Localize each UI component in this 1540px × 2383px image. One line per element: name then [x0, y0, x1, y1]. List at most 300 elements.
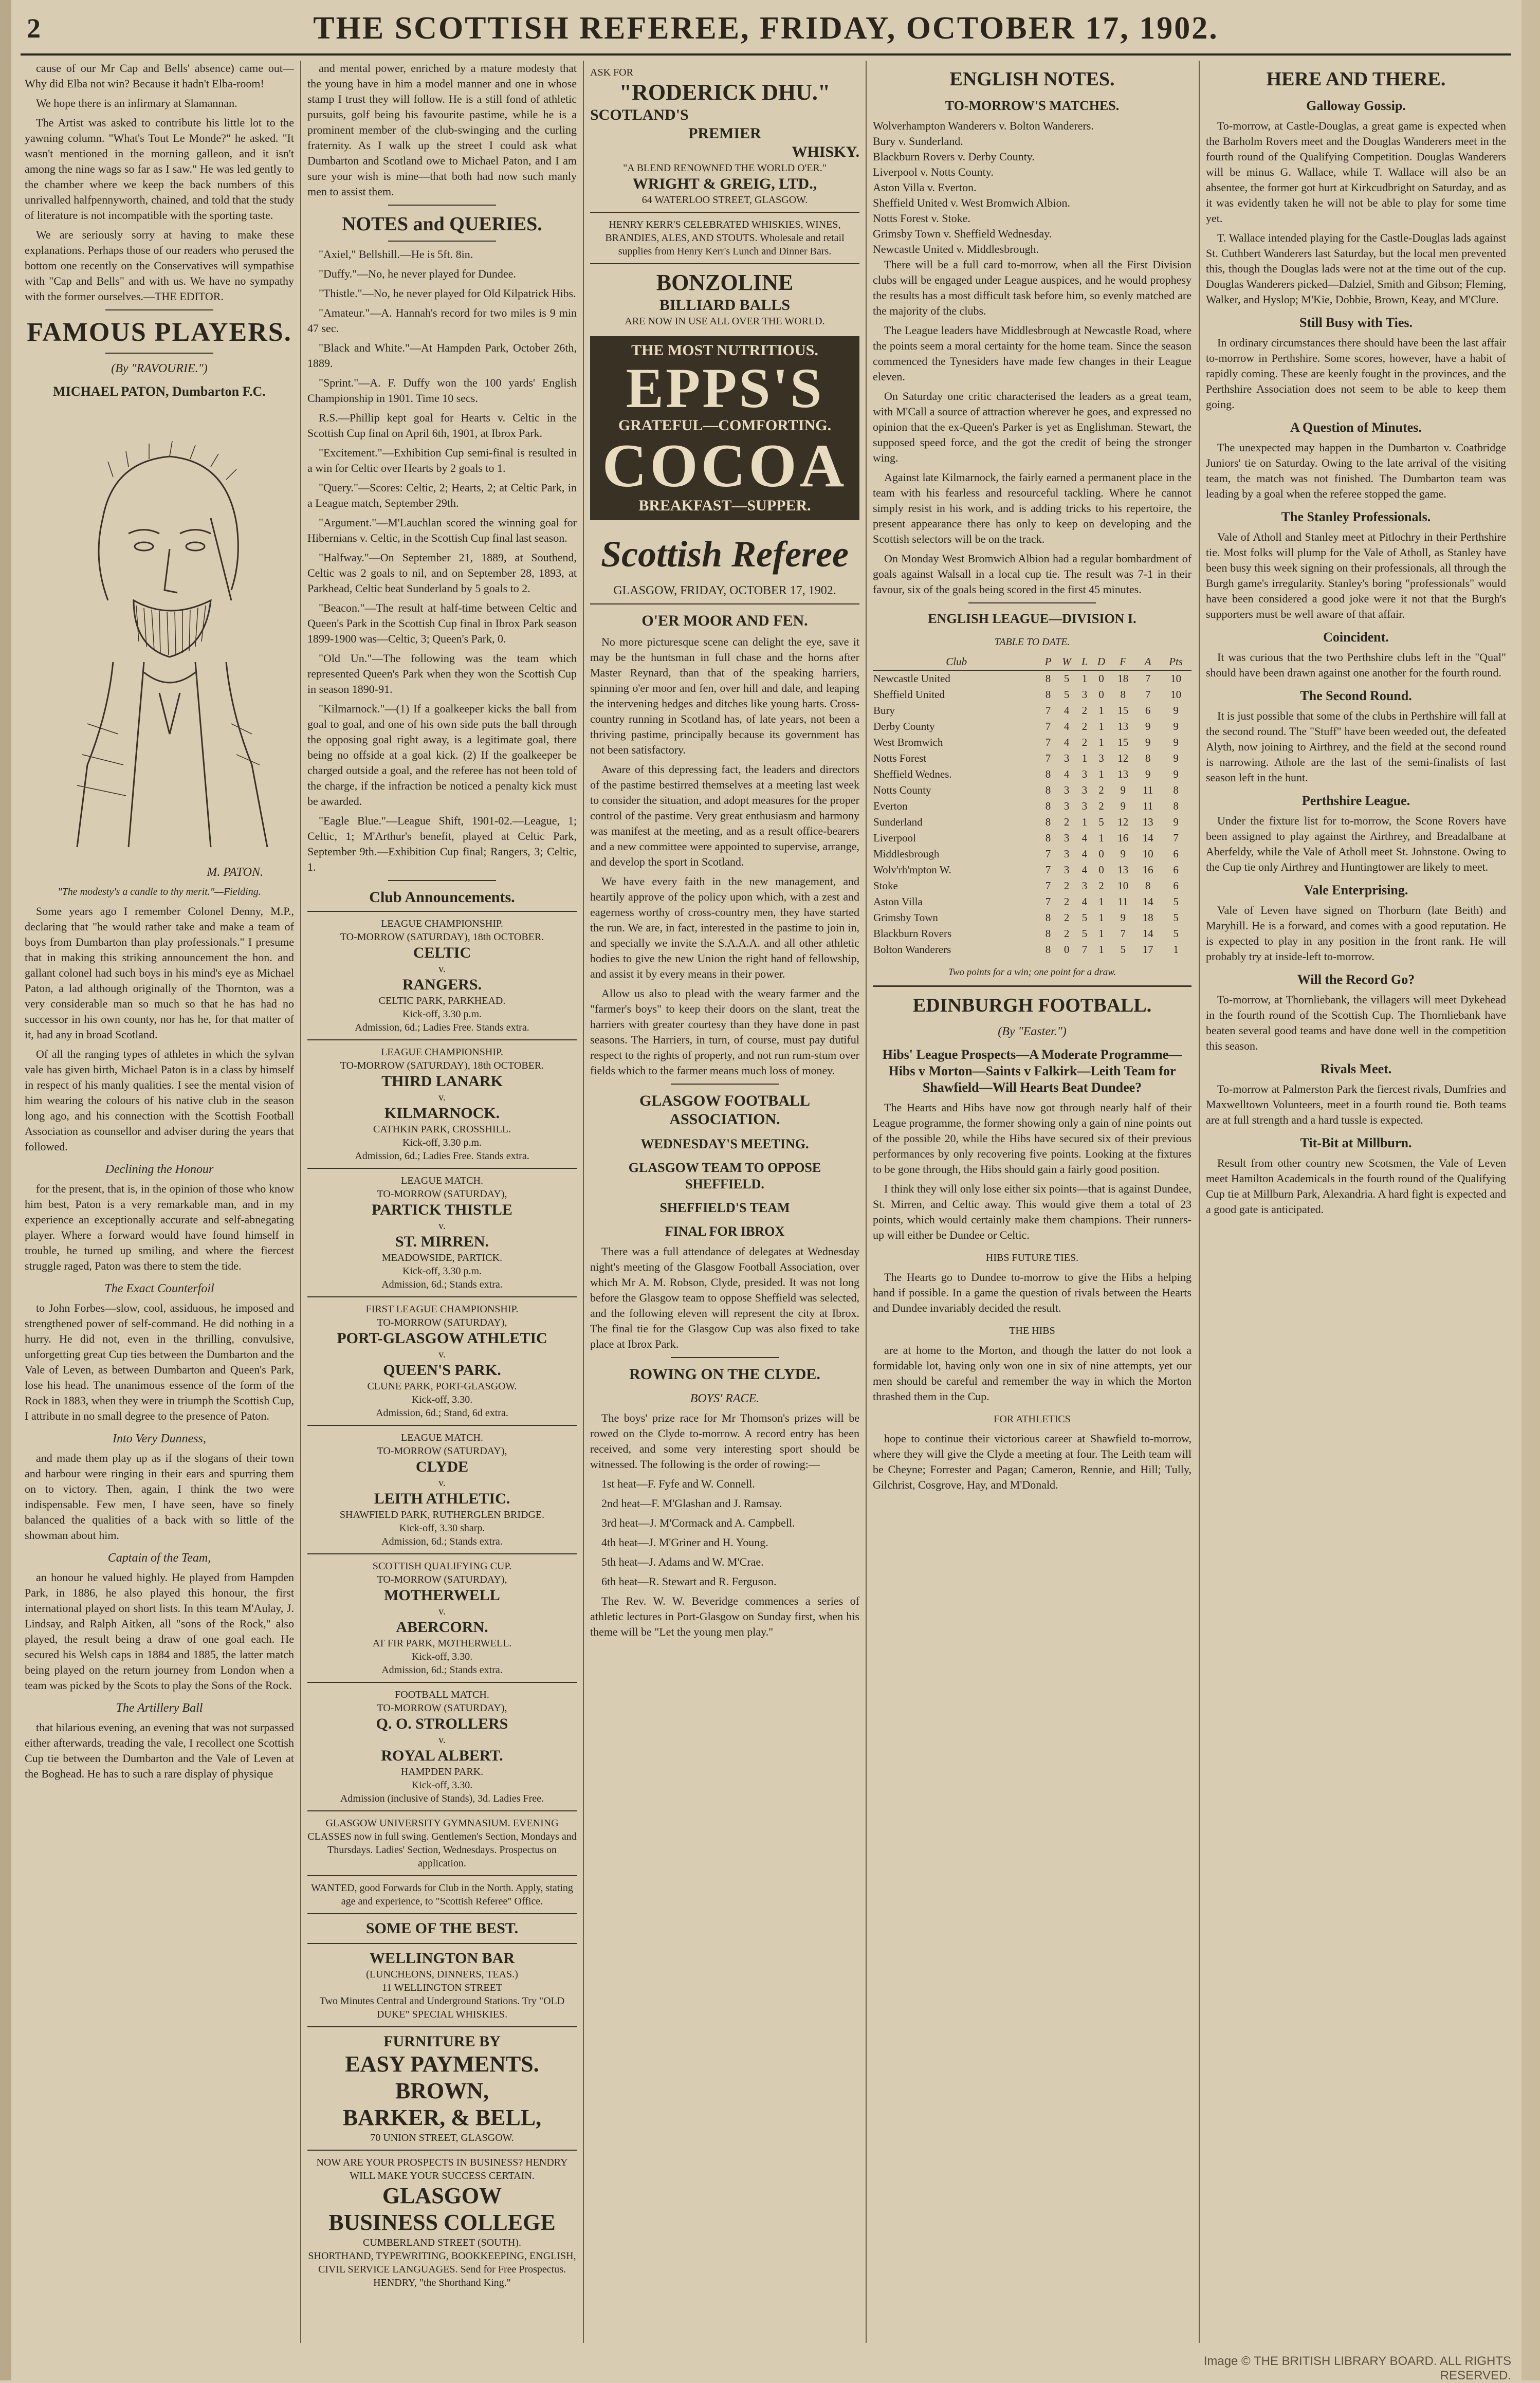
club-name: Blackburn Rovers: [873, 927, 952, 940]
fixture-admission: Admission, 6d.; Ladies Free. Stands extra.: [355, 1150, 529, 1162]
table-header-cell: Club: [873, 654, 1040, 670]
fixture-kickoff: Kick-off, 3.30 p.m.: [402, 1266, 482, 1277]
table-cell: 1: [1081, 672, 1088, 685]
article-text: On Monday West Bromwich Albion had a regular bombardment of goals against Walsall in a local cup tie. The result was 7-1 in their favour, six of the goals being scored in the first 45 minutes.: [873, 552, 1191, 596]
furniture-line: EASY PAYMENTS.: [345, 2051, 539, 2077]
table-cell: 1: [1098, 704, 1104, 717]
fixture-admission: Admission, 6d.; Stands extra.: [381, 1536, 503, 1547]
ask-for: ASK FOR: [590, 67, 633, 78]
table-cell: 6: [1173, 864, 1179, 876]
query-answer: "Beacon."—The result at half-time between Celtic and Queen's Park in the Scottish Cup final in Ibrox Park season 1899-1900 was—Celtic, 3; Queen's Park, 0.: [307, 601, 577, 645]
table-cell: 7: [1145, 688, 1151, 701]
table-cell: 9: [1173, 752, 1179, 764]
table-cell: 2: [1064, 911, 1070, 924]
bonzoline-tagline: ARE NOW IN USE ALL OVER THE WORLD.: [625, 316, 825, 327]
paper-nameplate: Scottish Referee: [601, 534, 849, 575]
table-header-cell: P: [1040, 654, 1056, 670]
table-cell: 11: [1117, 895, 1128, 908]
copyright-footer: Image © THE BRITISH LIBRARY BOARD. ALL RIGHTS RESERVED.: [1203, 2354, 1511, 2382]
article-text: to John Forbes—slow, cool, assiduous, he imposed and strengthened power of self-command. He did nothing in a hurry. He did not, even in the thrilling, convulsive, unforgetting great Cup ties between the Dumbarton and the Vale of Leven, as between Dumbarton and Queen's Park, lose his head. The unanimous essence of the form of the Rock in 1883, when they were in triumph the Scottish Cup, I attribute in no small degree to the presence of Paton.: [25, 1302, 294, 1422]
table-cell: 8: [1045, 911, 1051, 924]
table-cell: 1: [1173, 943, 1179, 956]
league-table-note: Two points for a win; one point for a draw.: [948, 967, 1116, 978]
here-and-there-title: HERE AND THERE.: [1266, 68, 1446, 90]
table-cell: 7: [1045, 848, 1051, 860]
table-cell: 2: [1064, 927, 1070, 940]
edinburgh-byline: (By "Easter."): [998, 1025, 1067, 1038]
table-cell: 11: [1142, 784, 1153, 796]
league-table-body: [873, 670, 1191, 958]
table-cell: 1: [1098, 720, 1104, 732]
column-rule: [300, 61, 301, 2343]
article-text: hope to continue their victorious career at Shawfield to-morrow, where they will give the Clyde a meeting at four. The Leith team will be Cheyne; Forrester and Pagan; Cameron, Rennie, and Hill; Tully, Gilchrist, Cosgrove, Hay, and M'Donald.: [873, 1432, 1191, 1491]
wellington-title: WELLINGTON BAR: [369, 1950, 515, 1967]
fixture-away-team: QUEEN'S PARK.: [383, 1362, 501, 1379]
bonzoline-ad: [590, 263, 859, 333]
table-cell: 1: [1098, 895, 1104, 908]
table-row: [873, 862, 1191, 878]
fixture-ad: [307, 1553, 577, 1682]
glasgow-sub: SHEFFIELD'S TEAM: [659, 1200, 790, 1215]
section-title: Will the Record Go?: [1297, 972, 1415, 987]
table-cell: 5: [1081, 911, 1088, 924]
club-name: Bury: [873, 704, 895, 717]
furniture-ad: [307, 2026, 577, 2150]
table-cell: 0: [1098, 848, 1104, 860]
article-text: Against late Kilmarnock, the fairly earned a permanent place in the team with his fearless and resourceful tackling. Where he cannot simply resist in his work, and is adding tricks to his repertoire, the present appearance there has only to keep on developing and the Scottish selectors will be on the track.: [873, 471, 1191, 545]
table-cell: 5: [1173, 927, 1179, 940]
article-text: It was curious that the two Perthshire clubs left in the "Qual" should have been drawn against one another for the fourth round.: [1206, 651, 1506, 679]
glasgow-sub: GLASGOW TEAM TO OPPOSE SHEFFIELD.: [628, 1160, 821, 1192]
club-name: Aston Villa: [873, 895, 923, 908]
fixture-versus: v.: [438, 1092, 446, 1103]
rowing-heat: 4th heat—J. M'Griner and H. Young.: [601, 1536, 768, 1549]
matches-list: [873, 118, 1191, 257]
rowing-heat: 2nd heat—F. M'Glashan and J. Ramsay.: [601, 1497, 782, 1510]
section-title: A Question of Minutes.: [1290, 420, 1422, 435]
wright-address: 64 WATERLOO STREET, GLASGOW.: [641, 194, 808, 206]
some-of-the-best: SOME OF THE BEST.: [365, 1920, 519, 1937]
fixture-kickoff: Kick-off, 3.30.: [411, 1780, 473, 1791]
divider: [388, 205, 496, 206]
article-text: and mental power, enriched by a mature modesty that the young have in him a model manner and one in whose stamp I trust they will follow. He is a still fond of athletic pursuits, golf being his favourite pastime, while he is a prominent member of the club-swinging and the curling fraternity. As I walk up the street I could ask what Dumbarton and Scotland owe to Michael Paton, and I am sure your wish is mine—that both had now such manly men to assist them.: [307, 62, 577, 198]
divider: [105, 309, 213, 310]
article-text: are at home to the Morton, and though the latter do not look a formidable lot, having only won one in six of nine attempts, yet our men should be careful and remember the way in which the Morton thrashed them in the Cup.: [873, 1344, 1191, 1403]
club-name: Bolton Wanderers: [873, 943, 951, 956]
table-cell: 4: [1081, 895, 1088, 908]
subheading: The Exact Counterfoil: [104, 1282, 214, 1295]
fixture-date: TO-MORROW (SATURDAY),: [377, 1702, 507, 1714]
edinburgh-title: EDINBURGH FOOTBALL.: [912, 995, 1152, 1016]
table-cell: 1: [1098, 832, 1104, 844]
article-text: I think they will only lose either six points—that is against Dundee, St. Mirren, and Celtic away. This would give them a total of 23 points, which would certainly make them champions. Their runners-up will either be Dundee or Celtic.: [873, 1182, 1191, 1241]
wanted-ad: WANTED, good Forwards for Club in the North. Apply, stating age and experience, to "Scottish Referee" Office.: [307, 1875, 577, 1913]
table-cell: 2: [1064, 816, 1070, 828]
article-text: The Hearts go to Dundee to-morrow to give the Hibs a helping hand if possible. In a game the question of rivals between the Hearts and Dundee invariably decided the result.: [873, 1271, 1191, 1314]
fixture-type: LEAGUE MATCH.: [401, 1432, 483, 1443]
fixture-away-team: ABERCORN.: [396, 1619, 488, 1636]
fixture-ground: MEADOWSIDE, PARTICK.: [381, 1252, 503, 1263]
whisky-line: SCOTLAND'S: [590, 106, 689, 123]
subheading: Into Very Dunness,: [113, 1432, 206, 1445]
article-text: The boys' prize race for Mr Thomson's prizes will be rowed on the Clyde to-morrow. A record entry has been received, and some very interesting sport should be witnessed. The following is the order of rowing:—: [590, 1412, 859, 1471]
table-row: [873, 766, 1191, 782]
whisky-tagline: "A BLEND RENOWNED THE WORLD O'ER.": [623, 162, 827, 174]
section-title: Vale Enterprising.: [1304, 883, 1408, 897]
table-cell: 4: [1064, 736, 1070, 748]
table-cell: 7: [1145, 672, 1151, 685]
portrait-caption: "The modesty's a candle to thy merit."—Fielding.: [58, 886, 261, 897]
page-right-edge: [1521, 0, 1540, 2380]
fixture-date: TO-MORROW (SATURDAY), 18th OCTOBER.: [340, 1060, 544, 1071]
notes-list: [307, 247, 577, 875]
table-cell: 9: [1173, 768, 1179, 780]
table-cell: 7: [1120, 927, 1126, 940]
table-cell: 8: [1045, 800, 1051, 812]
fixture-kickoff: Kick-off, 3.30 p.m.: [402, 1009, 482, 1020]
table-cell: 12: [1117, 752, 1129, 764]
table-cell: 6: [1145, 704, 1151, 717]
table-cell: 6: [1173, 848, 1179, 860]
fixture-type: LEAGUE MATCH.: [401, 1175, 483, 1186]
query-answer: "Kilmarnock."—(1) If a goalkeeper kicks the ball from goal to goal, and one of his own side puts the ball through the opposing goal right away, is a legitimate goal, there being no offside at a goal kick. (2) If the goalkeeper be charged outside a goal, and the referee has not been told of the charge, if the infraction be noticed a penalty kick must be awarded.: [307, 702, 577, 808]
query-answer: "Axiel," Bellshill.—He is 5ft. 8in.: [319, 248, 473, 261]
table-cell: 0: [1064, 943, 1070, 956]
table-row: [873, 926, 1191, 942]
wellington-address: 11 WELLINGTON STREET: [381, 1982, 503, 1993]
table-cell: 8: [1173, 784, 1179, 796]
table-cell: 9: [1173, 736, 1179, 748]
divider: [873, 985, 1191, 987]
fixture-ground: HAMPDEN PARK.: [400, 1766, 484, 1777]
table-row: [873, 687, 1191, 703]
table-cell: 1: [1098, 911, 1104, 924]
table-cell: 7: [1045, 704, 1051, 717]
table-cell: 9: [1120, 911, 1126, 924]
table-cell: 2: [1064, 895, 1070, 908]
table-row: [873, 719, 1191, 735]
article-text: There was a full attendance of delegates at Wednesday night's meeting of the Glasgow Football Association, over which Mr A. M. Robson, Clyde, presided. It was not long before the Glasgow team to oppose Sheffield was selected, and the following eleven will represent the city at Ibrox. The final tie for the Glasgow Cup was also fixed to take place at Ibrox Park.: [590, 1245, 859, 1350]
fixture-home-team: CELTIC: [413, 944, 471, 961]
feature-subject: MICHAEL PATON, Dumbarton F.C.: [53, 384, 266, 399]
table-cell: 0: [1098, 688, 1104, 701]
section-title: Still Busy with Ties.: [1299, 315, 1413, 330]
article-text: No more picturesque scene can delight the eye, save it may be the huntsman in full chase and the horns after Master Reynard, than that of the speaking harriers, spinning o'er moor and fen, over hill and dale, and leaping the intervening hedges and ditches like young harts. Cross-country running in Scotland has, of late years, not been a thriving pastime, principally because its government has not been satisfactory.: [590, 635, 859, 756]
divider: [671, 1084, 779, 1085]
whisky-line: PREMIER: [688, 125, 761, 142]
table-cell: 8: [1045, 784, 1051, 796]
query-answer: "Amateur."—A. Hannah's record for two miles is 9 min 47 sec.: [307, 306, 577, 335]
article-text: that hilarious evening, an evening that was not surpassed either afterwards, treading the vale, I recollect one Scottish Cup tie between the Dumbarton and the Vale of Leven at the Boghead. He has to such a rare display of physique: [25, 1721, 294, 1780]
club-name: Newcastle United: [873, 672, 950, 685]
table-header-cell: F: [1111, 654, 1135, 670]
table-cell: 3: [1064, 832, 1070, 844]
table-cell: 8: [1045, 672, 1051, 685]
table-cell: 1: [1098, 768, 1104, 780]
table-row: [873, 798, 1191, 814]
wellington-sub: (LUNCHEONS, DINNERS, TEAS.): [366, 1969, 518, 1980]
table-cell: 8: [1045, 832, 1051, 844]
glasgow-sub: FINAL FOR IBROX: [665, 1224, 785, 1239]
fixture-kickoff: Kick-off, 3.30 sharp.: [399, 1523, 485, 1534]
table-row: [873, 846, 1191, 862]
table-cell: 9: [1145, 736, 1151, 748]
match-fixture: Notts Forest v. Stoke.: [873, 212, 970, 225]
table-cell: 5: [1120, 943, 1126, 956]
subheading: HIBS FUTURE TIES.: [985, 1252, 1079, 1263]
fixture-away-team: ST. MIRREN.: [395, 1233, 489, 1250]
table-cell: 1: [1081, 752, 1088, 764]
table-cell: 1: [1098, 943, 1104, 956]
table-row: [873, 894, 1191, 910]
glasgow-sub: WEDNESDAY'S MEETING.: [640, 1136, 809, 1151]
english-notes-sub: TO-MORROW'S MATCHES.: [945, 98, 1120, 113]
divider: [590, 603, 859, 604]
article-text: The unexpected may happen in the Dumbarton v. Coatbridge Juniors' tie on Saturday. Owing to the late arrival of the visiting team, the match was not finished. The Dumbarton team was leading by a goal when the referee stopped the game.: [1206, 441, 1506, 500]
fixture-admission: Admission, 6d.; Ladies Free. Stands extra.: [355, 1022, 529, 1033]
table-cell: 2: [1098, 800, 1104, 812]
column-2: [307, 61, 577, 2343]
query-answer: "Eagle Blue."—League Shift, 1901-02.—League, 1; Celtic, 1; M'Arthur's benefit, played at Celtic Park, September 9th.—Exhibition Cup final; Rangers, 3; Celtic, 1.: [307, 814, 577, 873]
article-text: Some years ago I remember Colonel Denny, M.P., declaring that "he would rather take and make a team of boys from Dumbarton than play professionals." I presume that in making this striking announcement the hon. and gallant colonel had such boys in his mind's eye as Michael Paton, a lad although originally of the Thornton, was a very considerable man so much so that he has had no successor in his own county, nor has he, for that matter of it, had any in broad Scotland.: [25, 905, 294, 1041]
edinburgh-sub: Hibs' League Prospects—A Moderate Programme—Hibs v Morton—Saints v Falkirk—Leith Team for Shawfield—Will Hearts Beat Dundee?: [882, 1047, 1182, 1095]
fixture-versus: v.: [438, 1220, 446, 1232]
section-title: Perthshire League.: [1301, 793, 1410, 808]
epps-top: THE MOST NUTRITIOUS.: [631, 342, 818, 359]
table-cell: 5: [1064, 688, 1070, 701]
fixture-ad: [307, 1296, 577, 1425]
query-answer: "Duffy."—No, he never played for Dundee.: [319, 267, 516, 280]
henry-kerr-ad: HENRY KERR'S CELEBRATED WHISKIES, WINES, BRANDIES, ALES, AND STOUTS. Wholesale and retail supplies from Henry Kerr's Lunch and Dinner Bars.: [590, 212, 859, 263]
club-name: Derby County: [873, 720, 935, 732]
fixture-home-team: MOTHERWELL: [384, 1587, 500, 1604]
column-4: [873, 61, 1191, 2343]
table-cell: 14: [1142, 832, 1153, 844]
table-cell: 2: [1064, 879, 1070, 892]
table-cell: 3: [1081, 768, 1088, 780]
article-text: To-morrow at Palmerston Park the fiercest rivals, Dumfries and Maxwelltown Volunteers, meet in a fourth round tie. Both teams are at full strength and a hard tussle is expected.: [1206, 1083, 1506, 1126]
rowing-heat: 3rd heat—J. M'Cormack and A. Campbell.: [601, 1516, 795, 1529]
table-cell: 4: [1081, 832, 1088, 844]
subheading: Captain of the Team,: [107, 1551, 211, 1565]
fixture-type: SCOTTISH QUALIFYING CUP.: [372, 1561, 512, 1572]
league-table-sub: TABLE TO DATE.: [994, 636, 1070, 648]
divider: [968, 602, 1096, 603]
club-name: Sheffield United: [873, 688, 945, 701]
fixture-away-team: KILMARNOCK.: [384, 1105, 500, 1122]
table-cell: 5: [1173, 911, 1179, 924]
club-name: Wolv'rh'mpton W.: [873, 864, 951, 876]
fixture-ad: [307, 1425, 577, 1553]
article-text: We are seriously sorry at having to make these explanations. Perhaps those of our readers who perused the bottom one recently on the Conservatives will sympathise with "Cap and Bells" and with us. We have no sympathy with the former ourselves.—THE EDITOR.: [25, 228, 294, 303]
fixture-home-team: PARTICK THISTLE: [372, 1201, 512, 1218]
fixture-admission: Admission (inclusive of Stands), 3d. Ladies Free.: [340, 1793, 544, 1804]
fixture-type: FOOTBALL MATCH.: [395, 1689, 489, 1700]
fixture-ground: AT FIR PARK, MOTHERWELL.: [372, 1638, 512, 1649]
table-cell: 14: [1142, 927, 1153, 940]
column-1: [25, 61, 294, 2343]
divider: [671, 1357, 779, 1358]
fixture-versus: v.: [438, 1606, 446, 1617]
article-text: an honour he valued highly. He played from Hampden Park, in 1886, he also played this honour, the first international played on short lists. In this team M'Aulay, J. Lindsay, and Ralph Aitken, all "sons of the Rock," also played, the result being a draw of one goal each. He secured his Welsh caps in 1884 and 1885, the latter match being played on the return journey from London when a team was picked by the Scots to play the Sons of the Rock.: [25, 1571, 294, 1692]
table-cell: 10: [1142, 848, 1153, 860]
article-text: Allow us also to plead with the weary farmer and the "farmer's boys" to keep their doors on the slant, treat the harriers with greater courtesy than they have done in past seasons. The Harriers, in turn, of course, must pay dutiful respect to the rights of property, and not run rum-stum over fields which to the farmer means much loss of money.: [590, 987, 859, 1077]
article-text: The League leaders have Middlesbrough at Newcastle Road, where the points seem a moral certainty for the home team. Since the season commenced the Tynesiders have made few changes in their League eleven.: [873, 324, 1191, 383]
furniture-address: 70 UNION STREET, GLASGOW.: [370, 2132, 514, 2143]
table-cell: 8: [1145, 879, 1151, 892]
epps-tag: GRATEFUL—COMFORTING.: [618, 417, 832, 434]
club-name: Notts Forest: [873, 752, 927, 764]
match-fixture: Aston Villa v. Everton.: [873, 181, 977, 194]
fixture-versus: v.: [438, 1349, 446, 1360]
table-cell: 1: [1098, 736, 1104, 748]
fixture-ad: [307, 1682, 577, 1810]
table-cell: 7: [1045, 736, 1051, 748]
college-note: SHORTHAND, TYPEWRITING, BOOKKEEPING, ENGLISH, CIVIL SERVICE LANGUAGES. Send for Free Prospectus. HENDRY, "the Shorthand King.": [308, 2250, 576, 2288]
table-cell: 2: [1081, 736, 1088, 748]
league-table-title: ENGLISH LEAGUE—DIVISION I.: [928, 611, 1136, 626]
table-cell: 8: [1045, 943, 1051, 956]
article-text: cause of our Mr Cap and Bells' absence) came out—Why did Elba not win? Because it hadn't Elba-room!: [25, 62, 294, 90]
table-cell: 13: [1117, 720, 1129, 732]
table-header-cell: D: [1092, 654, 1110, 670]
article-text: We hope there is an infirmary at Slamannan.: [36, 97, 237, 109]
fixture-date: TO-MORROW (SATURDAY), 18th OCTOBER.: [340, 931, 544, 943]
wellington-note: Two Minutes Central and Underground Stations. Try "OLD DUKE" SPECIAL WHISKIES.: [319, 1995, 565, 2020]
article-text: In ordinary circumstances there should have been the last affair to-morrow in Perthshire. Some scores, however, have a habit of rapidly coming. These are keenly fought in the provinces, and the Perthshire Association does not seem to be able to keep them going.: [1206, 336, 1506, 411]
fixture-home-team: PORT-GLASGOW ATHLETIC: [337, 1330, 547, 1347]
match-fixture: Blackburn Rovers v. Derby County.: [873, 150, 1035, 163]
subheading: The Artillery Ball: [116, 1701, 203, 1715]
paper-date: GLASGOW, FRIDAY, OCTOBER 17, 1902.: [613, 584, 836, 597]
fixture-ground: SHAWFIELD PARK, RUTHERGLEN BRIDGE.: [339, 1509, 545, 1520]
table-cell: 1: [1081, 816, 1088, 828]
glasgow-fa-title: GLASGOW FOOTBALL ASSOCIATION.: [639, 1092, 811, 1128]
epps-cocoa: COCOA: [602, 431, 848, 500]
fixture-versus: v.: [438, 963, 446, 975]
table-cell: 13: [1117, 864, 1129, 876]
table-row: [873, 703, 1191, 719]
table-cell: 3: [1064, 800, 1070, 812]
table-header-cell: W: [1056, 654, 1077, 670]
fixture-date: TO-MORROW (SATURDAY),: [377, 1445, 507, 1457]
article-text: It is just possible that some of the clubs in Perthshire will fall at the second round. The "Stuff" have been weeded out, the defeated Alyth, now joining to Airthrey, and the field at the second round is narrowing. Athole are the last of the semi-finalists of last season left in the hunt.: [1206, 709, 1506, 784]
table-cell: 13: [1142, 816, 1153, 828]
club-name: Grimsby Town: [873, 911, 938, 924]
portrait-signature: M. PATON.: [207, 866, 263, 879]
table-cell: 16: [1142, 864, 1153, 876]
table-cell: 9: [1145, 720, 1151, 732]
table-cell: 18: [1142, 911, 1153, 924]
query-answer: R.S.—Phillip kept goal for Hearts v. Celtic in the Scottish Cup final on April 6th, 1901, at Ibrox Park.: [307, 411, 577, 439]
section-title: Tit-Bit at Millburn.: [1300, 1135, 1412, 1150]
match-fixture: Wolverhampton Wanderers v. Bolton Wanderers.: [873, 119, 1094, 132]
divider: [388, 880, 496, 881]
table-cell: 5: [1173, 895, 1179, 908]
table-cell: 6: [1173, 879, 1179, 892]
table-cell: 2: [1098, 784, 1104, 796]
table-cell: 8: [1045, 816, 1051, 828]
table-row: [873, 670, 1191, 687]
fixture-type: FIRST LEAGUE CHAMPIONSHIP.: [365, 1304, 519, 1315]
table-cell: 3: [1081, 688, 1088, 701]
fixture-kickoff: Kick-off, 3.30.: [411, 1651, 473, 1662]
article-text: Under the fixture list for to-morrow, the Scone Rovers have been assigned to play against the Airthrey, and Breadalbane at Aberfeldy, while the Vale of Atholl meet St. Johnstone. Owing to the Cup tie only Airthrey and Huntingtower are likely to meet.: [1206, 814, 1506, 873]
club-name: Middlesbrough: [873, 848, 940, 860]
table-cell: 10: [1170, 672, 1182, 685]
table-cell: 4: [1064, 704, 1070, 717]
table-cell: 3: [1098, 752, 1104, 764]
table-cell: 15: [1117, 704, 1129, 717]
wellington-bar-ad: [307, 1943, 577, 2026]
fixture-ground: CATHKIN PARK, CROSSHILL.: [373, 1124, 511, 1135]
table-cell: 3: [1081, 800, 1088, 812]
match-fixture: Liverpool v. Notts County.: [873, 166, 994, 178]
match-fixture: Newcastle United v. Middlesbrough.: [873, 243, 1039, 255]
query-answer: "Halfway."—On September 21, 1889, at Southend, Celtic was 2 goals to nil, and on September 28, 1893, at Parkhead, Celtic beat Sunderland by 5 goals to 2.: [307, 551, 577, 595]
fixture-date: TO-MORROW (SATURDAY),: [377, 1188, 507, 1200]
column-5: [1206, 61, 1506, 2343]
notes-title: NOTES and QUERIES.: [342, 213, 542, 235]
furniture-line: BROWN,: [395, 2078, 489, 2103]
subheading: FOR ATHLETICS: [994, 1414, 1071, 1425]
article-text: and made them play up as if the slogans of their town and harbour were ringing in their ears and spurring them on to victory. Then, again, I think the two were indispensable. Few men, I have seen, have so finely balanced the qualities of a back with so little of the showman about him.: [25, 1452, 294, 1542]
query-answer: "Query."—Scores: Celtic, 2; Hearts, 2; at Celtic Park, in a League match, September 29th.: [307, 481, 577, 509]
table-row: [873, 735, 1191, 750]
portrait-illustration: [26, 405, 293, 857]
table-cell: 9: [1173, 704, 1179, 717]
table-cell: 5: [1098, 816, 1104, 828]
fixture-versus: v.: [438, 1734, 446, 1746]
fixture-date: TO-MORROW (SATURDAY),: [377, 1317, 507, 1328]
moor-title: O'ER MOOR AND FEN.: [641, 612, 808, 629]
table-row: [873, 910, 1191, 926]
table-cell: 10: [1170, 688, 1182, 701]
fixture-kickoff: Kick-off, 3.30.: [411, 1394, 473, 1405]
article-text: Vale of Leven have signed on Thorburn (late Beith) and Maryhill. He is a forward, and comes with a good reputation. He is expected to play in any position in the front rank. He will probably try at inside-left to-morrow.: [1206, 904, 1506, 963]
section-title: Galloway Gossip.: [1306, 98, 1406, 113]
table-cell: 8: [1045, 688, 1051, 701]
club-name: Sunderland: [873, 816, 923, 828]
table-cell: 2: [1081, 720, 1088, 732]
article-text: for the present, that is, in the opinion of those who know him best, Paton is a very remarkable man, and in my experience an exceptionally accurate and self-abnegating player. Where a forward would have found himself in trouble, he turned up smiling, and where the fiercest struggle raged, Paton was there to stem the tide.: [25, 1182, 294, 1272]
column-rule: [583, 61, 584, 2343]
feature-byline: (By "RAVOURIE."): [111, 362, 208, 375]
whisky-name: "RODERICK DHU.": [619, 80, 831, 105]
table-row: [873, 814, 1191, 830]
article-text: Aware of this depressing fact, the leaders and directors of the pastime bestirred themselves at a meeting last week to consider the situation, and adopt measures for the proper control of the pastime. Very great enthusiasm and harmony was manifest at the meeting, and as a result office-bearers and a new committee were appointed to supervise, arrange, and develop the sport in Scotland.: [590, 763, 859, 868]
table-cell: 8: [1045, 927, 1051, 940]
article-text: T. Wallace intended playing for the Castle-Douglas lads against St. Cuthbert Wanderers last Saturday, but the local men prevented this, though the Douglas lads were not at the time out of the cup. Douglas Wanderers picked—Dalziel, Smith and Gibson; Fleming, Walker, and Hyslop; M'Kie, Dobbie, Brown, Keay, and M'Clure.: [1206, 231, 1506, 306]
table-cell: 17: [1142, 943, 1153, 956]
fixture-ground: CLUNE PARK, PORT-GLASGOW.: [367, 1381, 517, 1392]
table-cell: 1: [1098, 927, 1104, 940]
fixture-type: LEAGUE CHAMPIONSHIP.: [381, 918, 503, 929]
table-header-cell: L: [1077, 654, 1092, 670]
newspaper-title: THE SCOTTISH REFEREE, FRIDAY, OCTOBER 17, 1902.: [313, 11, 1219, 46]
page-number: 2: [27, 13, 41, 44]
fixture-ad: [307, 911, 577, 1039]
table-cell: 4: [1064, 768, 1070, 780]
page-binding-edge: [0, 0, 11, 2380]
feature-title: FAMOUS PLAYERS.: [27, 318, 292, 347]
table-cell: 5: [1081, 927, 1088, 940]
table-cell: 4: [1081, 864, 1088, 876]
furniture-line: BARKER, & BELL,: [342, 2105, 542, 2130]
fixtures-list: [307, 911, 577, 1810]
table-cell: 0: [1098, 864, 1104, 876]
table-cell: 0: [1098, 672, 1104, 685]
